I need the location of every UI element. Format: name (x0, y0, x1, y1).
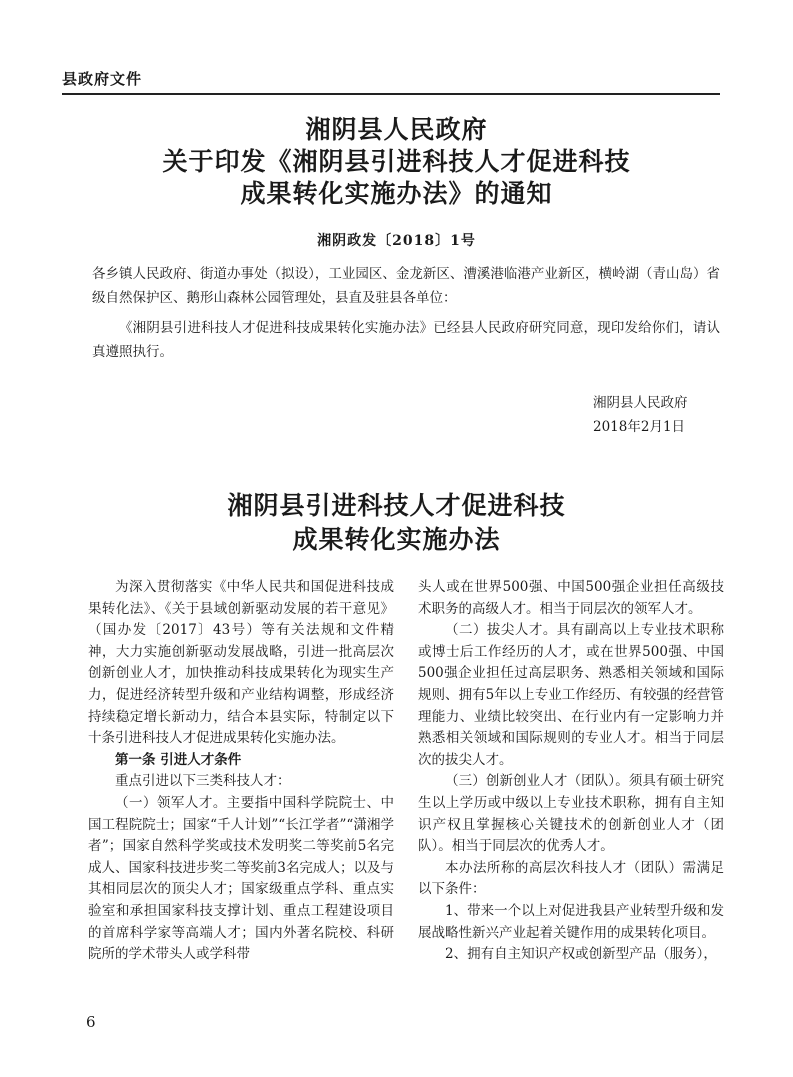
signature-org: 湘阴县人民政府 (593, 395, 688, 411)
notice-body: 《湘阴县引进科技人才促进科技成果转化实施办法》已经县人民政府研究同意，现印发给你们，请认真遵照执行。 (92, 320, 720, 360)
article-heading: 第一条 引进人才条件 (115, 751, 242, 768)
section-header-label: 县政府文件 (62, 70, 143, 88)
paragraph: 重点引进以下三类科技人才： (115, 773, 291, 790)
paragraph: 2、拥有自主知识产权或创新型产品（服务）， (445, 946, 717, 963)
addressees: 各乡镇人民政府、街道办事处（拟设），工业园区、金龙新区、漕溪港临港产业新区，横岭湖（青山岛）省级自然保护区、鹅形山森林公园管理处，县直及驻县各单位： (92, 266, 720, 306)
paragraph: 本办法所称的高层次科技人才（团队）需满足以下条件： (418, 859, 724, 898)
notice-title-line: 成果转化实施办法》的通知 (240, 179, 553, 208)
document-number: 湘阴政发〔2018〕1号 (317, 233, 476, 249)
measures-title-line: 湘阴县引进科技人才促进科技 (227, 491, 566, 520)
notice-title (0, 114, 793, 210)
right-column (418, 577, 724, 966)
paragraph: （二）拔尖人才。具有副高以上专业技术职称或博士后工作经历的人才，或在世界500强、中国500强企业担任过高层职务、熟悉相关领域和国际规则、拥有5年以上专业工作经历、有较强的经营管理能力、业绩比较突出、在行业内有一定影响力并熟悉相关领域和国际规则的专业人才。相当于同层次的拔尖人才。 (418, 622, 724, 768)
paragraph: （三）创新创业人才（团队）。须具有硕士研究生以上学历或中级以上专业技术职称，拥有自主知识产权且掌握核心关键技术的创新创业人才（团队）。相当于同层次的优秀人才。 (418, 773, 724, 855)
measures-title-line: 成果转化实施办法 (292, 525, 501, 554)
measures-title (0, 489, 793, 557)
notice-title-line: 湘阴县人民政府 (305, 115, 488, 144)
left-column (88, 577, 394, 966)
paragraph: 1、带来一个以上对促进我县产业转型升级和发展战略性新兴产业起着关键作用的成果转化项目。 (418, 902, 724, 941)
page-number: 6 (86, 1013, 96, 1031)
notice-title-line: 关于印发《湘阴县引进科技人才促进科技 (162, 147, 631, 176)
signature-date: 2018年2月1日 (593, 419, 686, 435)
paragraph: （一）领军人才。主要指中国科学院院士、中国工程院院士；国家“千人计划”“长江学者”“潇湘学者”；国家自然科学奖或技术发明奖二等奖前5名完成人、国家科技进步奖二等奖前3名完成人；以及与其相同层次的顶尖人才；国家级重点学科、重点实验室和承担国家科技支撑计划、重点工程建设项目的首席科学家等高端人才；国内外著名院校、科研院所的学术带头人或学科带 (88, 794, 394, 963)
paragraph: 头人或在世界500强、中国500强企业担任高级技术职务的高级人才。相当于同层次的领军人才。 (418, 579, 724, 617)
header-divider (62, 93, 720, 95)
paragraph: 为深入贯彻落实《中华人民共和国促进科技成果转化法》、《关于县域创新驱动发展的若干意见》（国办发〔2017〕43号）等有关法规和文件精神，大力实施创新驱动发展战略，引进一批高层次创新创业人才，加快推动科技成果转化为现实生产力，促进经济转型升级和产业结构调整，形成经济持续稳定增长新动力，结合本县实际，特制定以下十条引进科技人才促进成果转化实施办法。 (88, 579, 394, 747)
